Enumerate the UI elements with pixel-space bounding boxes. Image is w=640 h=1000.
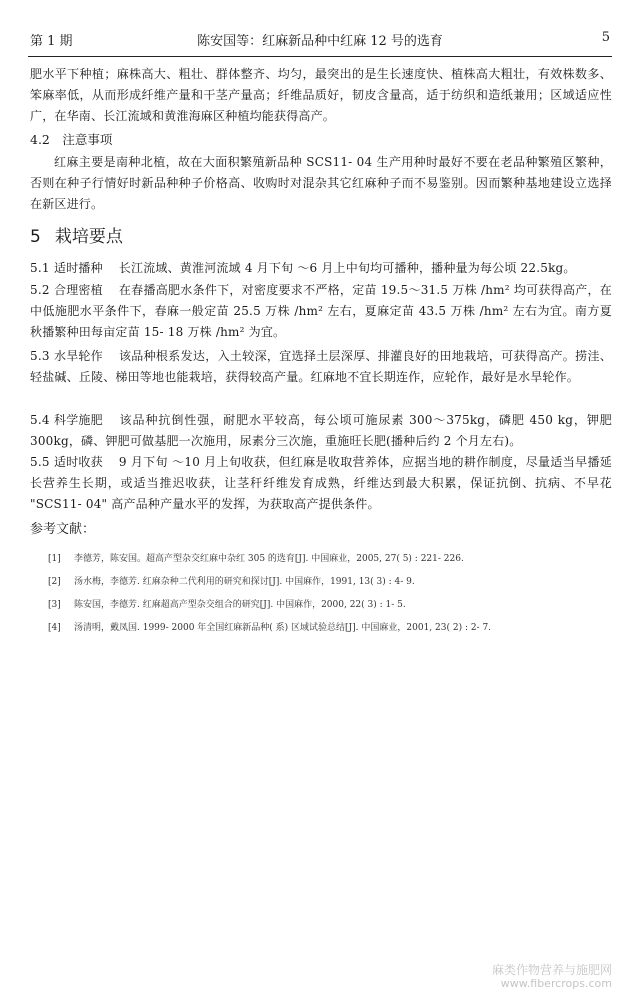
reference-item <box>48 594 608 617</box>
section-5-4 <box>30 410 612 452</box>
section-5-5 <box>30 452 612 515</box>
section-5-4-number: 5.4 <box>30 413 50 427</box>
reference-item <box>48 617 608 640</box>
references-list <box>48 548 608 640</box>
section-5-5-text: 9 月下旬 ～10 月上旬收获，但红麻是收取营养体，应据当地的耕作制度，尽量适当早播延长营养生长期，或适当推迟收获，让茎秆纤维发育成熟，纤维达到最大积累，保证抗倒、抗病、不早花 "SCS11- 04" 高产品种产量水平的发挥，为获取高产提供条件。 <box>30 455 612 511</box>
section-5-4-title: 科学施肥 <box>54 413 103 427</box>
reference-text: 李德芳，陈安国。超高产型杂交红麻中杂红 305 的选育[J]. 中国麻业，2005, 27( 5) : 221- 226. <box>74 554 464 564</box>
watermark-name: 麻类作物营养与施肥网 <box>491 963 612 977</box>
section-5-title: 栽培要点 <box>54 227 123 247</box>
section-5-number: 5 <box>30 227 41 247</box>
reference-index: [3] <box>48 600 61 610</box>
section-5-3-text: 该品种根系发达，入土较深，宜选择土层深厚、排灌良好的田地栽培，可获得高产。捞洼、轻盐碱、丘陵、梯田等地也能栽培，获得较高产量。红麻地不宜长期连作，应轮作，最好是水旱轮作。 <box>30 349 612 384</box>
reference-index: [1] <box>48 554 61 564</box>
reference-index: [2] <box>48 577 61 587</box>
section-5-5-number: 5.5 <box>30 455 50 469</box>
page-header <box>30 30 610 50</box>
references-heading: 参考文献： <box>30 522 96 537</box>
section-5-1-text: 长江流域、黄淮河流域 4 月下旬 ～6 月上中旬均可播种，播种量为每公顷 22.5kg。 <box>118 261 576 275</box>
reference-item <box>48 571 608 594</box>
section-5-1 <box>30 258 612 279</box>
section-5-3 <box>30 346 612 388</box>
header-rule <box>28 56 612 57</box>
section-5-2-text: 在春播高肥水条件下，对密度要求不严格，定苗 19.5～31.5 万株 /hm² 均可获得高产，在中低施肥水平条件下，春麻一般定苗 25.5 万株 /hm² 左右，夏麻定苗 43.5 万株 /hm² 左右为宜。南方夏秋播繁种田每亩定苗 15- 18 万株 /hm² 为宜。 <box>30 283 612 339</box>
reference-text: 汤水梅，李德芳. 红麻杂种二代利用的研究和探讨[J]. 中国麻作，1991, 13( 3) : 4- 9. <box>74 577 415 587</box>
section-5-2 <box>30 280 612 343</box>
section-5-heading <box>30 222 123 247</box>
section-5-5-title: 适时收获 <box>54 455 103 469</box>
reference-text: 汤清明，戴凤国. 1999- 2000 年全国红麻新品种( 系) 区域试验总结[J]. 中国麻业，2001, 23( 2) : 2- 7. <box>74 623 492 633</box>
section-5-1-title: 适时播种 <box>54 261 103 275</box>
page-number: 5 <box>601 30 610 45</box>
section-5-2-title: 合理密植 <box>54 283 103 297</box>
section-5-2-number: 5.2 <box>30 283 50 297</box>
section-4-2-text: 红麻主要是南种北植，故在大面积繁殖新品种 SCS11- 04 生产用种时最好不要在老品种繁殖区繁种，否则在种子行情好时新品种种子价格高、收购时对混杂其它红麻种子而不易鉴别。因而繁种基地建设立选择在新区进行。 <box>30 155 612 211</box>
section-4-2-heading: 4.2 注意事项 <box>30 132 113 147</box>
section-5-4-text: 该品种抗倒性强，耐肥水平较高，每公顷可施尿素 300～375kg，磷肥 450 kg，钾肥 300kg，磷、钾肥可做基肥一次施用，尿素分三次施，重施旺长肥(播种后约 2 个月左右)。 <box>30 413 612 448</box>
reference-index: [4] <box>48 623 61 633</box>
section-5-3-number: 5.3 <box>30 349 50 363</box>
paragraph-continued: 肥水平下种植；麻株高大、粗壮、群体整齐、均匀，最突出的是生长速度快、植株高大粗壮，有效株数多、笨麻率低，从而形成纤维产量和干茎产量高；纤维品质好，韧皮含量高，适于纺织和造纸兼用；区域适应性广，在华南、长江流域和黄淮海麻区种植均能获得高产。 <box>30 67 612 123</box>
running-title: 陈安国等：红麻新品种中红麻 12 号的选育 <box>197 34 443 49</box>
section-5-1-number: 5.1 <box>30 261 50 275</box>
section-5-3-title: 水旱轮作 <box>54 349 103 363</box>
site-watermark <box>492 964 612 990</box>
reference-text: 陈安国，李德芳. 红麻超高产型杂交组合的研究[J]. 中国麻作，2000, 22( 3) : 1- 5. <box>74 600 406 610</box>
watermark-url: www.fibercrops.com <box>500 977 612 990</box>
issue-label: 第 1 期 <box>30 34 73 49</box>
reference-item <box>48 548 608 571</box>
